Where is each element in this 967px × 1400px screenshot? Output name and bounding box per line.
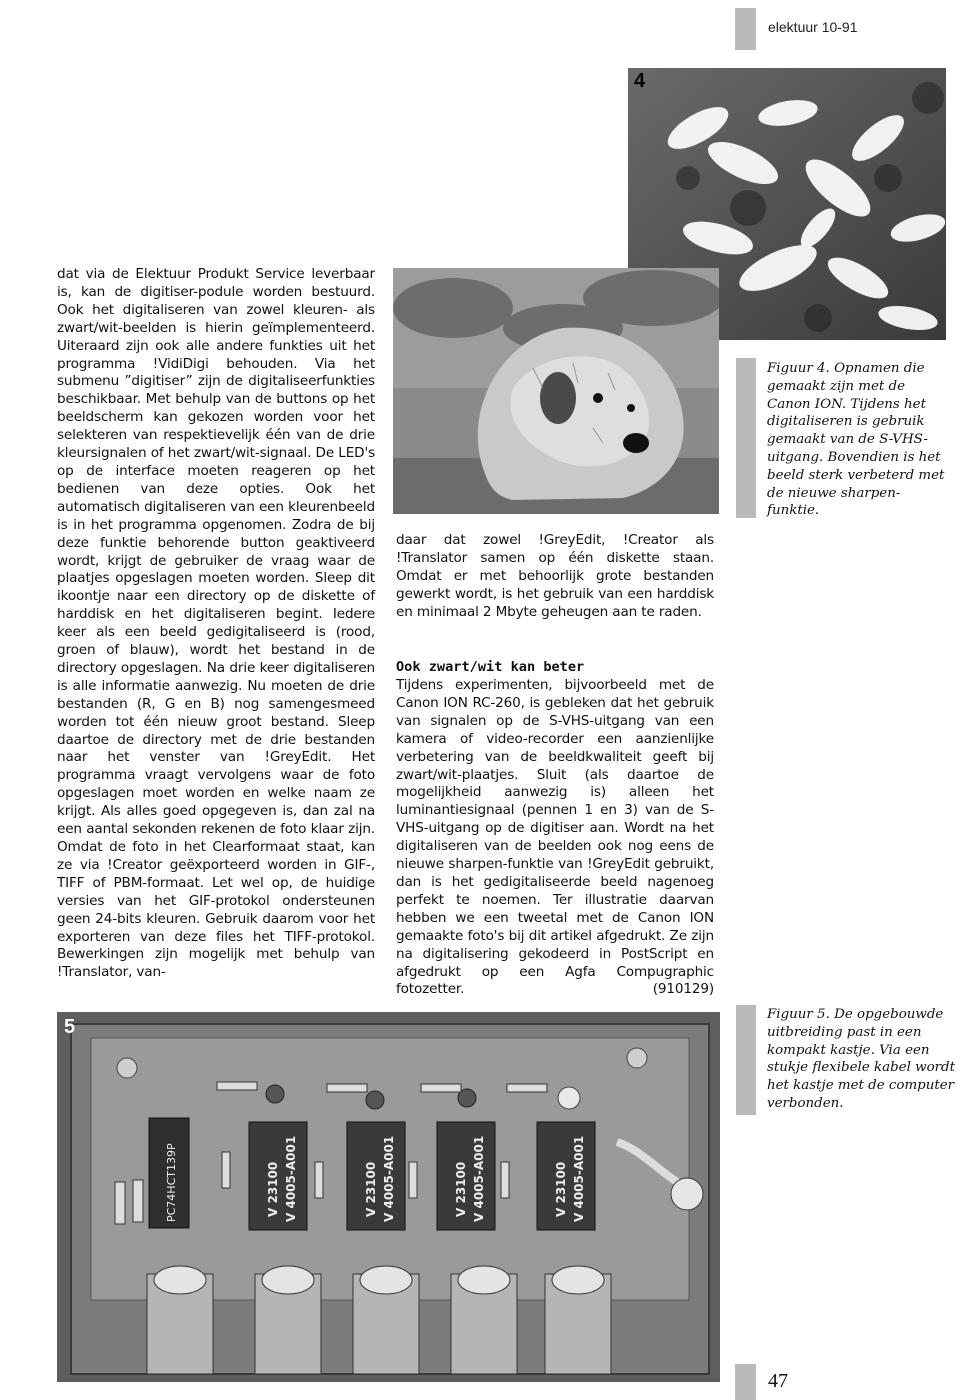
relay2-label-b: V 4005-A001 (382, 1135, 396, 1222)
figure5-circuit-photo (57, 1012, 720, 1382)
relay4-label-a: V 23100 (554, 1161, 568, 1217)
figure5-caption-bar (736, 1005, 756, 1115)
page-number: 47 (768, 1370, 788, 1392)
figure4-label: 4 (634, 70, 646, 92)
chip-label: PC74HCT139P (165, 1143, 178, 1222)
article-reference: (910129) (652, 981, 714, 997)
left-column-text: dat via de Elektuur Produkt Service leverbaar is, kan de digitiser-podule worden bestuurd. Ook het digitaliseren van zowel kleuren- als zwart/wit-beelden is hierin geïmplementeerd. Uiteraard zijn ook alle andere funkties uit het programma !VidiDigi behouden. Via het submenu ”digitiser” zijn de digitaliseerfunkties beschikbaar. Met behulp van de buttons op het beeldscherm kan gekozen worden voor het selekteren van respektievelijk één van de drie kleursignalen of het zwart/wit-signaal. De LED's op de interface moeten reageren op het bedienen van deze opties. Ook het automatisch digitaliseren van een kleurenbeeld is in het programma opgenomen. Zodra de bij deze funktie behorende button geaktiveerd wordt, krijgt de gebruiker de vraag waar de plaatjes opgeslagen moeten worden. Sleep dit ikoontje naar een directory op de diskette of harddisk en het digitaliseren begint. Iedere keer als een beeld gedigitaliseerd is (rood, groen of blauw), wordt het bestand in de directory opgeslagen. Na drie keer digitaliseren is alle informatie aanwezig. Nu moeten de drie bestanden (R, G en B) nog samengesmeed worden tot één nieuw groot bestand. Sleep daartoe de directory met de drie bestanden naar het venster van !GreyEdit. Het programma vraagt vervolgens waar de foto opgeslagen moet worden en welke naam ze krijgt. Als alles goed opgegeven is, dan zal na een aantal sekonden rekenen de foto klaar zijn. Omdat de foto in het Clearformaat staat, kan ze via !Creator geëxporteerd worden in GIF-, TIFF of PBM-formaat. Let wel op, de huidige versies van het GIF-protokol ondersteunen geen 24-bits kleuren. Gebruik daarom voor het exporteren van deze files het TIFF-protokol. Bewerkingen zijn mogelijk met behulp van !Translator, van- (57, 266, 375, 981)
right-column-intro-text: daar dat zowel !GreyEdit, !Creator als !Translator samen op één diskette staan. Omdat er met behoorlijk grote bestanden gewerkt wordt, is het gebruik van een harddisk en minimaal 2 Mbyte geheugen aan te raden. (396, 532, 714, 620)
relay4-label-b: V 4005-A001 (572, 1135, 586, 1222)
relay3-label-a: V 23100 (454, 1161, 468, 1217)
section-heading: Ook zwart/wit kan beter (396, 659, 585, 675)
relay1-label-a: V 23100 (266, 1161, 280, 1217)
figure4-caption-bar (736, 358, 756, 518)
header-grey-bar (735, 8, 756, 50)
relay3-label-b: V 4005-A001 (472, 1135, 486, 1222)
relay2-label-a: V 23100 (364, 1161, 378, 1217)
relay1-label-b: V 4005-A001 (284, 1135, 298, 1222)
figure5-caption: Figuur 5. De opgebouwde uitbreiding past in een kompakt kastje. Via een stukje flexibele kabel wordt het kastje met de computer verbonden. (767, 1007, 955, 1111)
right-column-main-text: Tijdens experimenten, bijvoorbeeld met de Canon ION RC-260, is gebleken dat het gebruik van signalen op de S-VHS-uitgang van een kamera of video-recorder een aanzienlijke verbetering van de beeldkwaliteit geeft bij zwart/wit-plaatjes. Sluit (als daartoe de mogelijkheid aanwezig is) alleen het luminantiesignaal (pennen 1 en 3) van de S-VHS-uitgang op de digitiser aan. Wordt na het digitaliseren van de beelden ook nog eens de nieuwe sharpen-funktie van !GreyEdit gebruikt, dan is het gedigitaliseerde beeld nagenoeg perfekt te noemen. Ter illustratie daarvan hebben we een tweetal met de Canon ION gemaakte foto's bij dit artikel afgedrukt. Ze zijn na digitalisering gekodeerd in PostScript en afgedrukt op een Agfa Compugraphic fotozetter. (396, 677, 714, 998)
figure4-caption: Figuur 4. Opnamen die gemaakt zijn met de Canon ION. Tijdens het digitaliseren is gebruik gemaakt van de S-VHS-uitgang. Bovendien is het beeld sterk verbeterd met de nieuwe sharpen-funktie. (767, 361, 945, 519)
figure4-dog-photo (393, 268, 719, 514)
footer-grey-bar (735, 1364, 756, 1400)
running-header: elektuur 10-91 (768, 19, 858, 35)
figure5-label: 5 (64, 1016, 76, 1038)
